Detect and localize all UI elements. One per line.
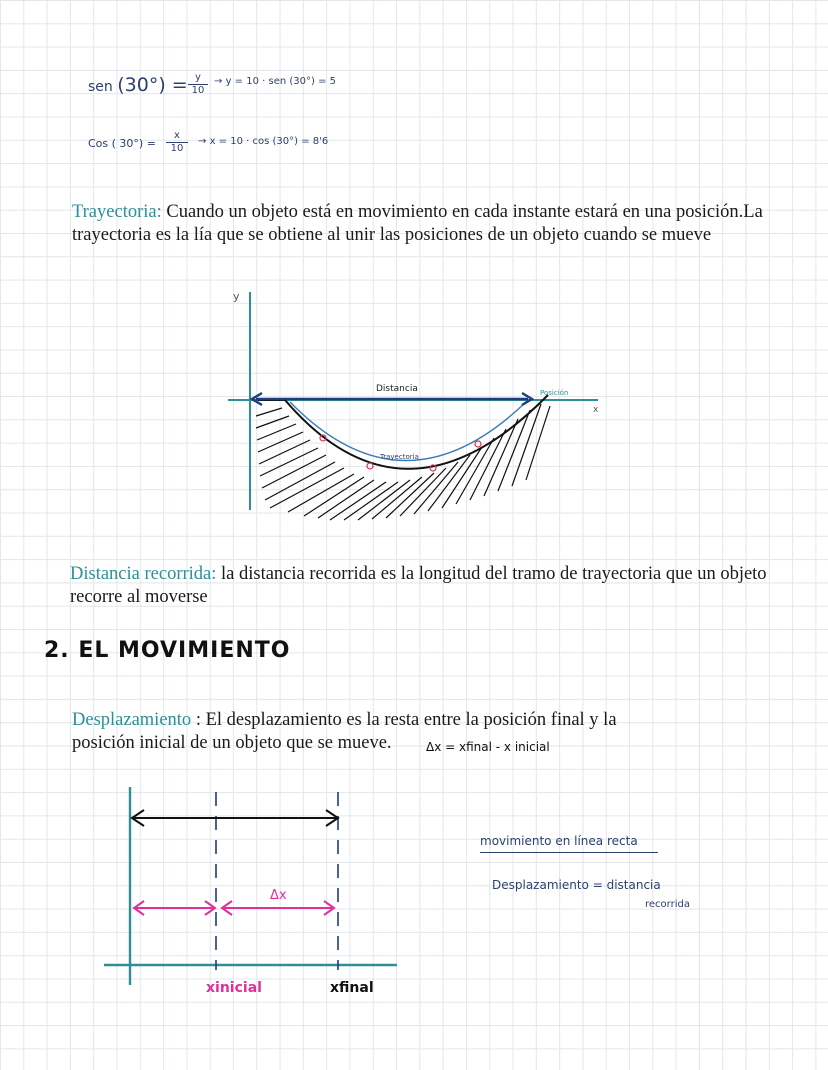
formula-sen-result bbox=[214, 76, 336, 87]
formula-cos-left: Cos ( 30°) = bbox=[88, 137, 156, 150]
y-axis-label: y bbox=[233, 290, 240, 303]
trajectory-curve bbox=[290, 400, 528, 461]
formula-sen-numerator: y bbox=[188, 72, 208, 85]
posicion-label: Posición bbox=[540, 389, 569, 397]
position-point bbox=[320, 435, 326, 441]
formula-sen-left: sen bbox=[88, 79, 113, 95]
formula-cos-result-text: x = 10 · cos (30°) = 8'6 bbox=[209, 136, 329, 147]
trayectoria-term: Trayectoria: bbox=[72, 202, 162, 222]
xinicial-label: xinicial bbox=[206, 980, 262, 996]
distancia-label: Distancia bbox=[376, 384, 418, 394]
note-line1: Desplazamiento = distancia bbox=[492, 878, 661, 892]
ground-hatching bbox=[256, 404, 550, 520]
delta-x-label: Δx bbox=[270, 888, 287, 903]
position-point bbox=[367, 463, 373, 469]
formula-sen-fraction bbox=[188, 72, 208, 97]
formula-cos-result bbox=[198, 136, 328, 147]
position-point bbox=[430, 465, 436, 471]
trayectoria-paragraph bbox=[72, 201, 792, 247]
formula-sen-arg: (30°) = bbox=[117, 74, 188, 96]
arrow-right-icon: → bbox=[198, 136, 210, 147]
distancia-term: Distancia recorrida: bbox=[70, 564, 217, 584]
formula-cos bbox=[88, 137, 156, 150]
arrow-right-icon: → bbox=[214, 76, 226, 87]
desplazamiento-paragraph bbox=[72, 709, 672, 755]
position-point bbox=[475, 441, 481, 447]
desplazamiento-term: Desplazamiento bbox=[72, 710, 192, 730]
formula-cos-numerator: x bbox=[166, 130, 188, 143]
note-title: movimiento en línea recta bbox=[480, 834, 658, 853]
formula-cos-denominator: 10 bbox=[170, 143, 184, 154]
desplazamiento-text: : El desplazamiento es la resta entre la posición final y la posición inicial de un objeto que se mueve. bbox=[72, 710, 617, 753]
formula-sen-denominator: 10 bbox=[191, 85, 205, 96]
formula-cos-fraction bbox=[166, 130, 188, 155]
x-axis-label: x bbox=[593, 405, 599, 415]
formula-sen bbox=[88, 74, 188, 96]
distancia-text: la distancia recorrida es la longitud del tramo de trayectoria que un objeto recorre al moverse bbox=[70, 564, 767, 607]
distancia-paragraph bbox=[70, 563, 790, 609]
desplazamiento-formula: Δx = xfinal - x inicial bbox=[426, 740, 550, 754]
trayectoria-label: Trayectoria bbox=[380, 453, 419, 461]
xfinal-label: xfinal bbox=[330, 980, 374, 996]
formula-sen-result-text: y = 10 · sen (30°) = 5 bbox=[225, 76, 336, 87]
note-line2: recorrida bbox=[645, 899, 690, 910]
trayectoria-text: Cuando un objeto está en movimiento en cada instante estará en una posición.La trayectoria es la lía que se obtiene al unir las posiciones de un objeto cuando se mueve bbox=[72, 202, 763, 245]
section-title: 2. EL MOVIMIENTO bbox=[44, 638, 291, 663]
